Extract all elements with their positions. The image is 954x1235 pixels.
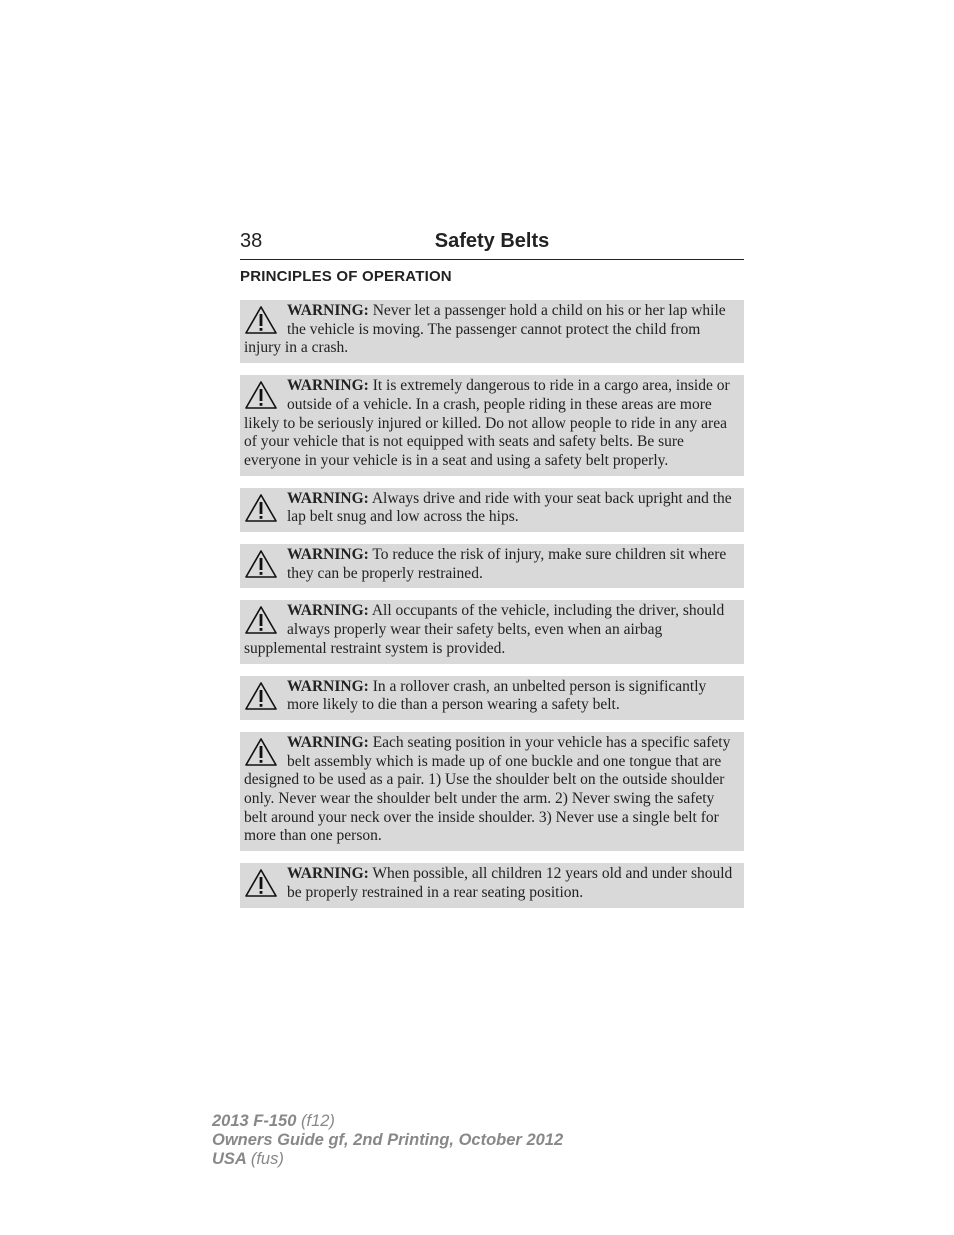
warning-text: It is extremely dangerous to ride in a cargo area, inside or outside of a vehicle. In a crash, people riding in these areas are more likely to be seriously injured or killed. Do not allow people to ride in any area of your vehicle that is not equipped with seats and safety belts. Be sure everyone in your vehicle is in a seat and using a safety belt properly. bbox=[244, 377, 730, 469]
page-title: Safety Belts bbox=[434, 230, 550, 252]
warning-triangle-icon bbox=[244, 605, 278, 635]
warning-triangle-icon bbox=[244, 493, 278, 523]
warning-text: When possible, all children 12 years old and under should be properly restrained in a rear seating position. bbox=[287, 865, 733, 901]
warning-label: WARNING: bbox=[287, 865, 369, 883]
page-header bbox=[240, 229, 744, 260]
warning-box bbox=[240, 600, 744, 663]
warning-label: WARNING: bbox=[287, 377, 369, 395]
section-heading: PRINCIPLES OF OPERATION bbox=[240, 268, 452, 285]
warning-label: WARNING: bbox=[287, 602, 369, 620]
warning-label: WARNING: bbox=[287, 733, 369, 751]
footer-line-model bbox=[212, 1112, 563, 1131]
warning-box bbox=[240, 544, 744, 588]
warning-text: In a rollover crash, an unbelted person is significantly more likely to die than a person wearing a safety belt. bbox=[287, 677, 707, 714]
warning-triangle-icon bbox=[244, 380, 278, 410]
warning-text: Always drive and ride with your seat back upright and the lap belt snug and low across the hips. bbox=[287, 489, 732, 526]
footer-line-region bbox=[212, 1150, 563, 1169]
warning-box bbox=[240, 732, 744, 851]
warning-box bbox=[240, 676, 744, 720]
warning-triangle-icon bbox=[244, 868, 278, 898]
warning-box bbox=[240, 300, 744, 363]
footer-region: USA bbox=[212, 1150, 247, 1168]
warning-text: To reduce the risk of injury, make sure children sit where they can be properly restrained. bbox=[287, 546, 727, 582]
page-number: 38 bbox=[240, 230, 263, 252]
footer-line-guide: Owners Guide gf, 2nd Printing, October 2012 bbox=[212, 1131, 564, 1149]
warning-text: Each seating position in your vehicle has a specific safety belt assembly which is made up of one buckle and one tongue that are designed to be used as a pair. 1) Use the shoulder belt on the outside shoulder only. Never wear the shoulder belt under the arm. 2) Never swing the safety belt around your neck over the inside shoulder. 3) Never use a single belt for more than one person. bbox=[244, 733, 731, 845]
footer-model: 2013 F-150 bbox=[212, 1112, 297, 1130]
warnings-list bbox=[240, 300, 744, 920]
warning-label: WARNING: bbox=[287, 302, 369, 319]
warning-text: All occupants of the vehicle, including the driver, should always properly wear their safety belts, even when an airbag supplemental restraint system is provided. bbox=[244, 602, 725, 657]
warning-triangle-icon bbox=[244, 305, 278, 335]
warning-box bbox=[240, 375, 744, 476]
warning-triangle-icon bbox=[244, 737, 278, 767]
warning-label: WARNING: bbox=[287, 546, 369, 564]
footer-region-code: (fus) bbox=[250, 1150, 284, 1168]
warning-box bbox=[240, 863, 744, 907]
footer-model-code: (f12) bbox=[301, 1112, 335, 1130]
footer bbox=[212, 1112, 563, 1169]
warning-box bbox=[240, 488, 744, 532]
warning-triangle-icon bbox=[244, 681, 278, 711]
warning-label: WARNING: bbox=[287, 489, 369, 507]
warning-triangle-icon bbox=[244, 549, 278, 579]
warning-text: Never let a passenger hold a child on his or her lap while the vehicle is moving. The passenger cannot protect the child from injury in a crash. bbox=[244, 302, 726, 357]
warning-label: WARNING: bbox=[287, 677, 369, 695]
